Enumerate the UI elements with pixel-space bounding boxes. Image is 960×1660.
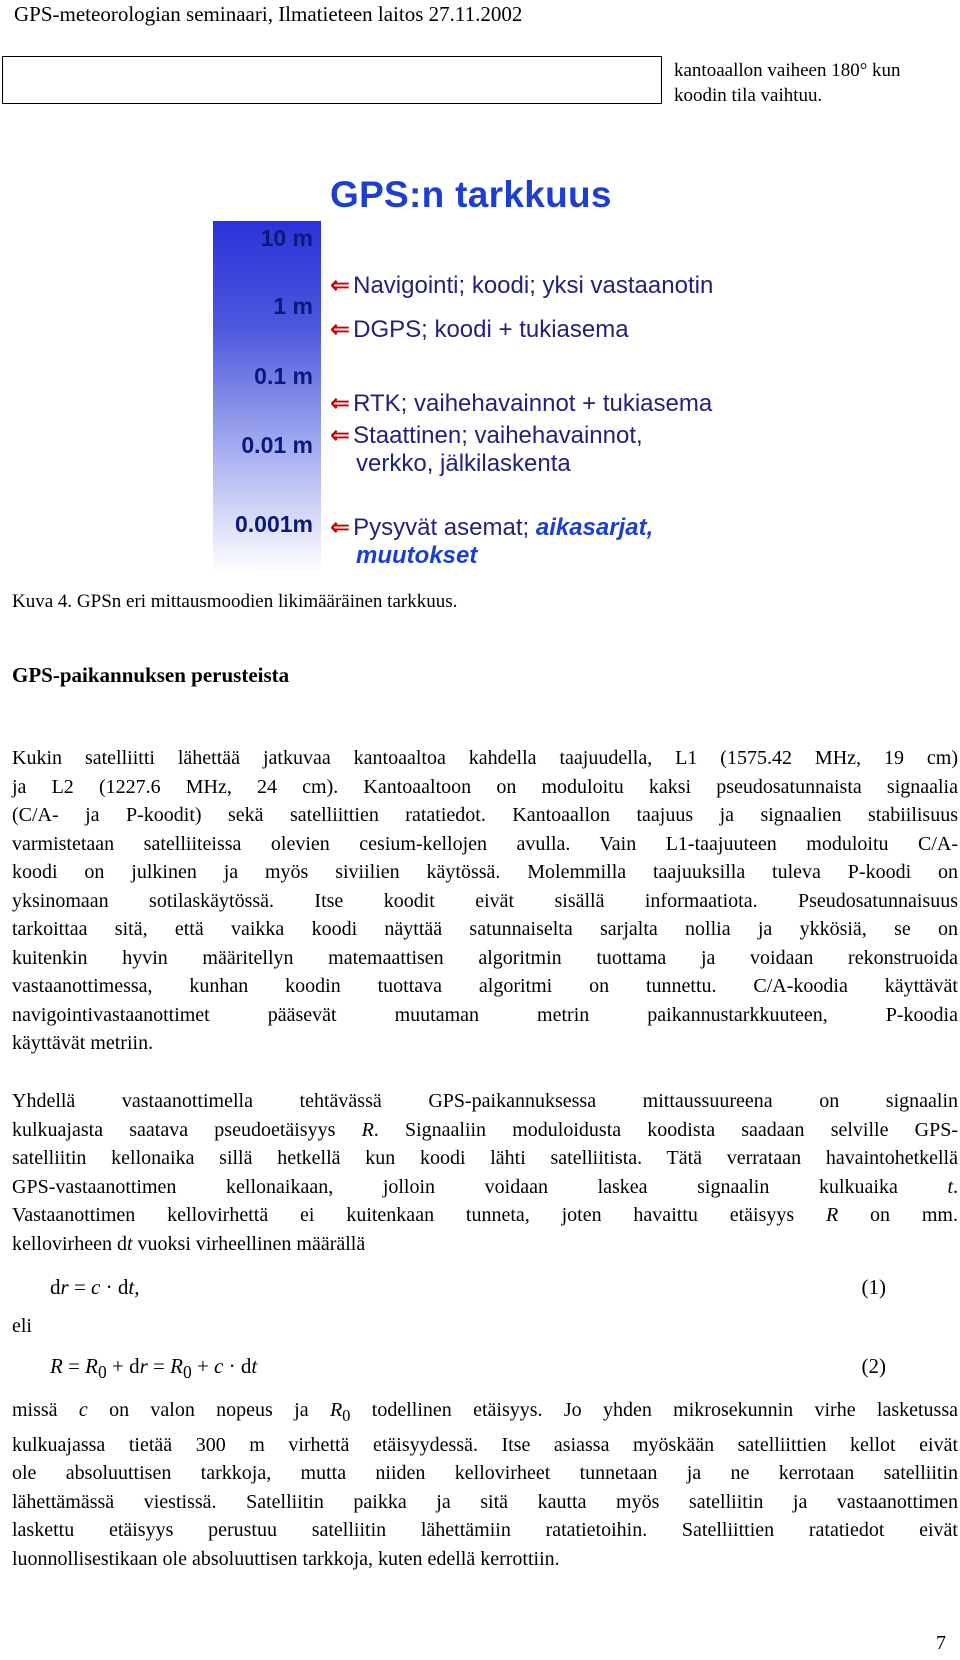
slide-item-text: RTK; vaihehavainnot + tukiasema — [353, 390, 713, 417]
slide-item-text: Navigointi; koodi; yksi vastaanotin — [353, 272, 714, 299]
slide-item — [330, 514, 653, 570]
slide-item-text: Staattinen; vaihehavainnot, — [353, 422, 643, 449]
top-empty-frame — [2, 56, 662, 104]
text-line: tarkoittaa sitä, että vaikka koodi näyttää satunnaiselta sarjalta nollia ja ykkösiä, se on — [12, 918, 958, 940]
equation-number: (2) — [861, 1354, 886, 1378]
slide-item — [330, 422, 643, 478]
slide-title: GPS:n tarkkuus — [330, 174, 612, 215]
paragraph-2 — [12, 1087, 958, 1258]
text-line: satelliitin kellonaika sillä hetkellä kun koodi lähti satelliitista. Tätä verrataan havaintohetkellä — [12, 1147, 958, 1169]
arrow-left-icon: ⇐ — [330, 272, 351, 299]
text-line: GPS-vastaanottimen kellonaikaan, jolloin voidaan laskea signaalin kulkuaika t. — [12, 1175, 958, 1198]
arrow-left-icon: ⇐ — [330, 390, 351, 417]
slide-item-emphasis: muutokset — [356, 542, 478, 569]
side-note — [674, 58, 944, 108]
text-line: ole absoluuttisen tarkkoja, mutta niiden kellovirheet tunnetaan ja ne kerrotaan satelliitin — [12, 1462, 958, 1484]
text-line: Yhdellä vastaanottimella tehtävässä GPS-paikannuksessa mittaussuureena on signaalin — [12, 1090, 958, 1112]
text-line: missä c on valon nopeus ja $R_0$ todellinen etäisyys. Jo yhden mikrosekunnin virhe lasketussa — [12, 1399, 958, 1425]
paragraph-3 — [12, 1396, 958, 1573]
text-line: ja L2 (1227.6 MHz, 24 cm). Kantoaaltoon on moduloitu kaksi pseudosatunnaista signaalia — [12, 775, 958, 798]
slide-item — [330, 272, 713, 300]
page-number: 7 — [936, 1632, 946, 1654]
text-line: lähettämässä viestissä. Satelliitin paikka ja sitä kautta myös satelliitin ja vastaanottimen — [12, 1490, 958, 1513]
text-line: kellovirheen dt vuoksi virheellinen määrällä — [12, 1232, 366, 1255]
scale-label-0-1m: 0.1 m — [254, 363, 313, 389]
accuracy-scale-bar — [213, 221, 321, 573]
scale-label-1m: 1 m — [273, 293, 313, 319]
side-note-line: kantoaallon vaiheen 180° kun — [674, 60, 901, 81]
paragraph-1 — [12, 744, 958, 1058]
scale-label-0-001m: 0.001m — [234, 511, 313, 537]
text-line: yksinomaan sotilaskäytössä. Itse koodit eivät sisällä informaatiota. Pseudosatunnaisuus — [12, 889, 958, 912]
slide-item — [330, 316, 629, 344]
slide-item — [330, 390, 712, 418]
slide-item-emphasis: aikasarjat, — [535, 514, 654, 541]
text-line: navigointivastaanottimet pääsevät muutaman metrin paikannustarkkuuteen, P-koodia — [12, 1003, 958, 1026]
scale-label-0-01m: 0.01 m — [241, 432, 313, 458]
equation-2: $R = R_0$ + dr = $R_0 + c$ · dt (2) — [50, 1354, 886, 1383]
text-line: kulkuajassa tietää 300 m virhettä etäisyydessä. Itse asiassa myöskään satelliittien kellot eivät — [12, 1433, 958, 1456]
text-line: varmistetaan satelliiteissa olevien cesium-kellojen avulla. Vain L1-taajuuteen moduloitu C/A- — [12, 832, 958, 855]
slide-item-text: Pysyvät asemat; — [353, 514, 536, 541]
text-line: Kukin satelliitti lähettää jatkuvaa kantoaaltoa kahdella taajuudella, L1 (1575.42 MHz, 19 cm) — [12, 747, 958, 769]
side-note-line: koodin tila vaihtuu. — [674, 85, 823, 106]
slide-item-text: DGPS; koodi + tukiasema — [353, 316, 629, 343]
text-line: koodi on julkinen ja myös siviilien käytössä. Molemmilla taajuuksilla tuleva P-koodi on — [12, 861, 958, 883]
text-line: kulkuajasta saatava pseudoetäisyys R. Signaaliin moduloidusta koodista saadaan selville GPS- — [12, 1118, 959, 1141]
text-line: käyttävät metriin. — [12, 1032, 154, 1054]
equation-number: (1) — [861, 1275, 886, 1299]
connector-word: eli — [12, 1315, 32, 1337]
arrow-left-icon: ⇐ — [330, 514, 351, 541]
section-heading: GPS-paikannuksen perusteista — [12, 663, 290, 687]
text-line: Vastaanottimen kellovirhettä ei kuitenkaan tunneta, joten havaittu etäisyys R on mm. — [12, 1204, 958, 1226]
scale-label-10m: 10 m — [260, 225, 313, 251]
equation-1: dr = c · dt, (1) — [50, 1275, 886, 1299]
arrow-left-icon: ⇐ — [330, 422, 351, 449]
slide-item-text: verkko, jälkilaskenta — [356, 450, 571, 477]
text-line: (C/A- ja P-koodit) sekä satelliittien ratatiedot. Kantoaallon taajuus ja signaalien stabiilisuus — [12, 804, 958, 826]
text-line: luonnollisestikaan ole absoluuttisen tarkkoja, kuten edellä kerrottiin. — [12, 1547, 560, 1570]
arrow-left-icon: ⇐ — [330, 316, 351, 343]
figure-caption: Kuva 4. GPSn eri mittausmoodien likimääräinen tarkkuus. — [12, 591, 458, 612]
text-line: kuitenkin hyvin määritellyn matemaattisen algoritmin tuottama ja voidaan rekonstruoida — [12, 946, 958, 969]
page-header: GPS-meteorologian seminaari, Ilmatieteen laitos 27.11.2002 — [14, 2, 523, 26]
text-line: laskettu etäisyys perustuu satelliitin lähettämiin ratatietoihin. Satelliittien ratatiedot eivät — [12, 1519, 958, 1541]
text-line: vastaanottimessa, kunhan koodin tuottava algoritmi on tunnettu. C/A-koodia käyttävät — [12, 975, 958, 997]
